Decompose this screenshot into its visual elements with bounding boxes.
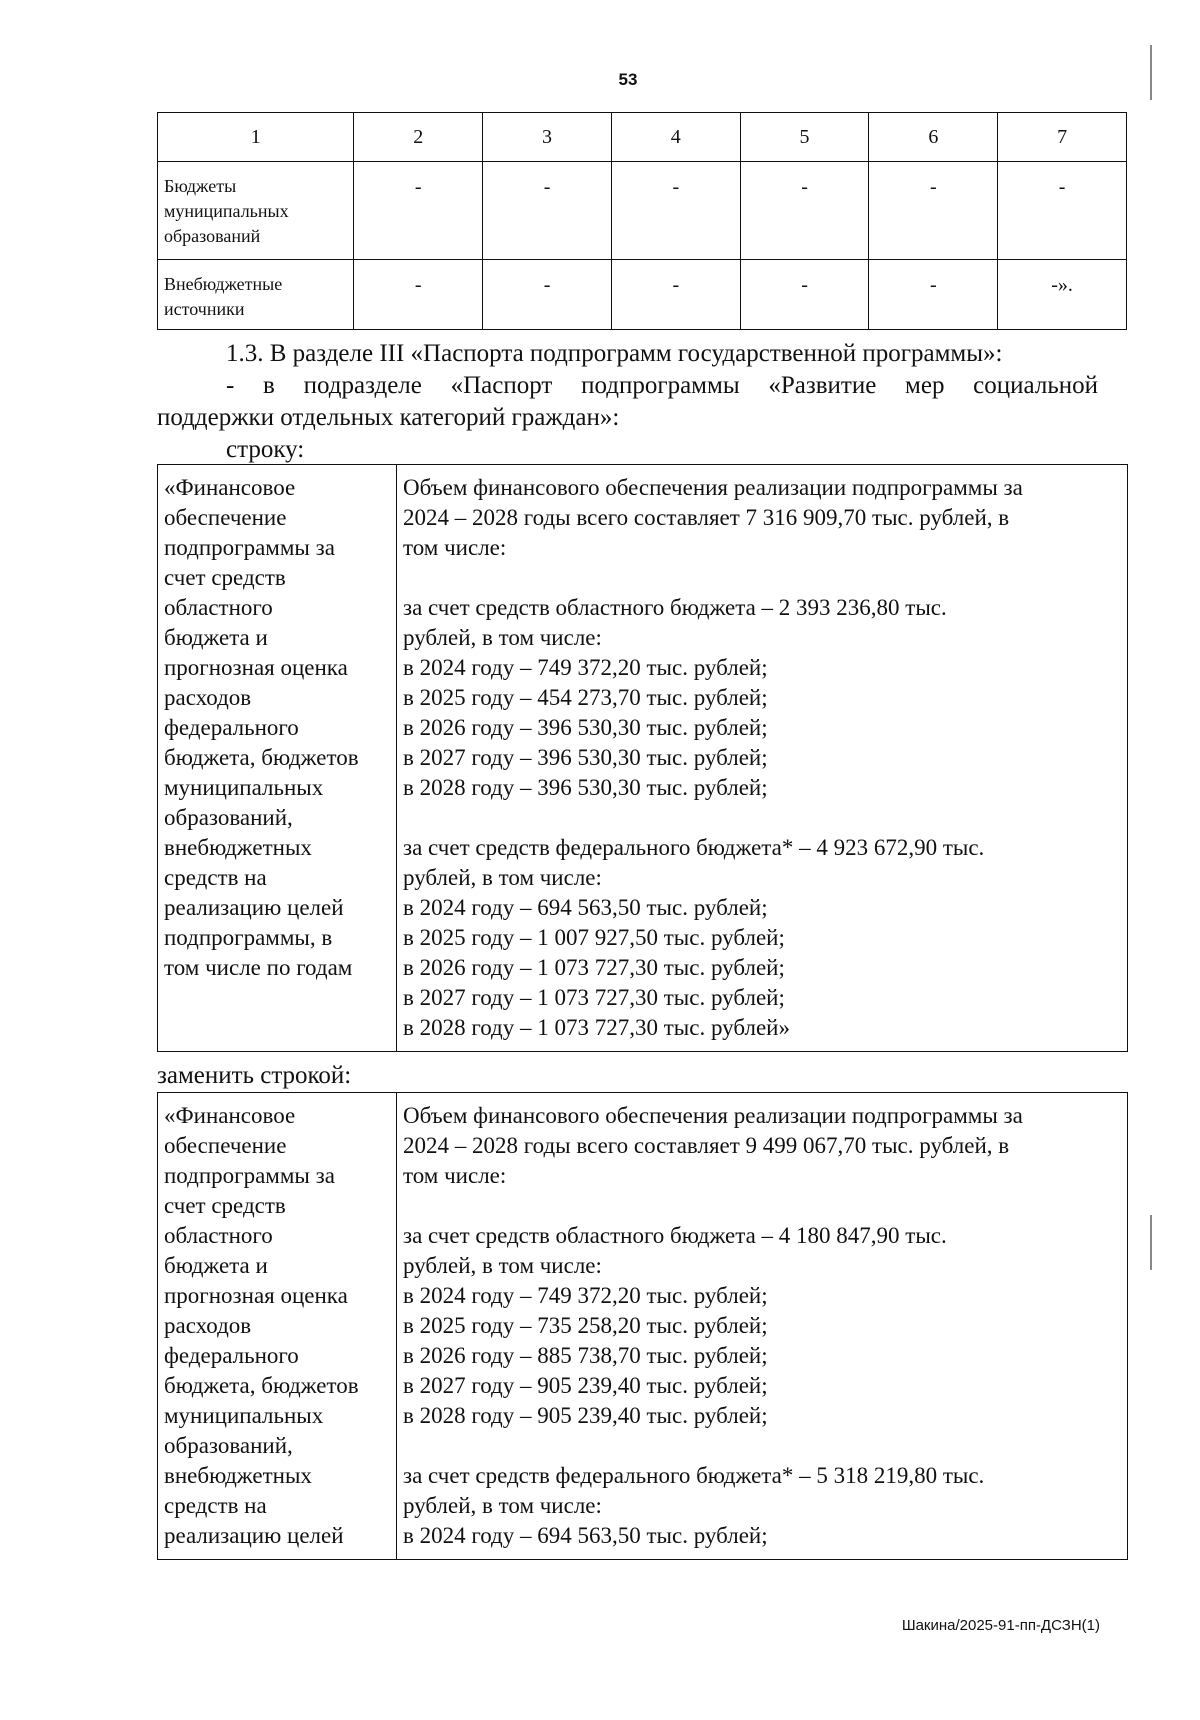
table-cell: - <box>869 162 998 260</box>
amount-line: за счет средств федерального бюджета* – 5 318 219,80 тыс. <box>403 1463 985 1488</box>
new-financing-row-table <box>157 1092 1128 1560</box>
amount-line: в 2027 году – 905 239,40 тыс. рублей; <box>403 1373 768 1398</box>
label-line: прогнозная оценка <box>164 655 348 680</box>
old-financing-row-table <box>157 464 1128 1052</box>
amount-line: в 2028 году – 905 239,40 тыс. рублей; <box>403 1403 768 1428</box>
amount-line: 2024 – 2028 годы всего составляет 9 499 067,70 тыс. рублей, в <box>403 1133 1010 1158</box>
scan-artifact <box>1150 1215 1152 1270</box>
amount-line: за счет средств областного бюджета – 2 393 236,80 тыс. <box>403 595 947 620</box>
label-line: муниципальных <box>164 1403 324 1428</box>
amount-line: рублей, в том числе: <box>403 1493 602 1518</box>
amount-line: Объем финансового обеспечения реализации подпрограммы за <box>403 475 1023 500</box>
document-footer-code: Шакина/2025-91-пп-ДСЗН(1) <box>901 1617 1100 1634</box>
amount-line: в 2025 году – 1 007 927,50 тыс. рублей; <box>403 925 785 950</box>
spacer <box>403 1431 1121 1461</box>
table-cell: - <box>483 260 612 330</box>
table-cell: - <box>483 162 612 260</box>
amount-line: за счет средств областного бюджета – 4 180 847,90 тыс. <box>403 1223 947 1248</box>
label-line: бюджета и <box>164 625 268 650</box>
amount-line: в 2027 году – 396 530,30 тыс. рублей; <box>403 745 768 770</box>
row-label <box>158 260 354 330</box>
page-number: 53 <box>618 70 638 89</box>
label-line: обеспечение <box>164 505 287 530</box>
table-cell: - <box>611 260 740 330</box>
amount-line: в 2028 году – 1 073 727,30 тыс. рублей» <box>403 1015 790 1040</box>
label-line: подпрограммы за <box>164 535 335 560</box>
label-line: подпрограммы за <box>164 1163 335 1188</box>
amount-line: в 2026 году – 396 530,30 тыс. рублей; <box>403 715 768 740</box>
subsection-line: - в подразделе «Паспорт подпрограммы «Развитие мер социальной <box>226 372 1098 399</box>
financing-label-cell <box>158 465 397 1052</box>
table-row <box>158 260 1127 330</box>
funding-sources-table <box>157 112 1127 330</box>
column-header: 7 <box>998 113 1127 162</box>
label-line: подпрограммы, в <box>164 925 333 950</box>
amount-line: в 2025 году – 454 273,70 тыс. рублей; <box>403 685 768 710</box>
amount-line: Объем финансового обеспечения реализации подпрограммы за <box>403 1103 1023 1128</box>
label-line: средств на <box>164 1493 267 1518</box>
amount-line: в 2024 году – 749 372,20 тыс. рублей; <box>403 655 768 680</box>
table-cell: - <box>869 260 998 330</box>
label-line: бюджета, бюджетов <box>164 745 359 770</box>
label-line: расходов <box>164 685 252 710</box>
label-line: расходов <box>164 1313 252 1338</box>
amount-line: за счет средств федерального бюджета* – 4 923 672,90 тыс. <box>403 835 985 860</box>
label-line: том числе по годам <box>164 955 353 980</box>
column-header: 6 <box>869 113 998 162</box>
label-line: федерального <box>164 1343 299 1368</box>
label-line: бюджета, бюджетов <box>164 1373 359 1398</box>
replace-label: заменить строкой: <box>157 1062 352 1089</box>
amount-line: в 2026 году – 885 738,70 тыс. рублей; <box>403 1343 768 1368</box>
label-line: образований, <box>164 1433 293 1458</box>
label-line: «Финансовое <box>164 475 296 500</box>
label-line: бюджета и <box>164 1253 268 1278</box>
amount-line: рублей, в том числе: <box>403 625 602 650</box>
label-line: областного <box>164 1223 273 1248</box>
row-label-text: строку: <box>226 436 305 463</box>
label-line: образований, <box>164 805 293 830</box>
spacer <box>403 1191 1121 1221</box>
column-header: 2 <box>354 113 483 162</box>
spacer <box>403 803 1121 833</box>
table-row <box>158 1093 1128 1560</box>
amount-line: в 2024 году – 749 372,20 тыс. рублей; <box>403 1283 768 1308</box>
row-label-line: образований <box>164 226 261 246</box>
subsection-line: поддержки отдельных категорий граждан»: <box>157 404 620 431</box>
table-cell: - <box>998 162 1127 260</box>
label-line: муниципальных <box>164 775 324 800</box>
amount-line: рублей, в том числе: <box>403 865 602 890</box>
amount-line: в 2026 году – 1 073 727,30 тыс. рублей; <box>403 955 785 980</box>
table-cell: - <box>611 162 740 260</box>
label-line: реализацию целей <box>164 1523 344 1548</box>
label-line: внебюджетных <box>164 1463 312 1488</box>
column-header: 5 <box>740 113 869 162</box>
row-label-line: муниципальных <box>164 201 289 221</box>
label-line: внебюджетных <box>164 835 312 860</box>
amount-line: в 2025 году – 735 258,20 тыс. рублей; <box>403 1313 768 1338</box>
label-line: реализацию целей <box>164 895 344 920</box>
table-header-row <box>158 113 1127 162</box>
amount-line: в 2028 году – 396 530,30 тыс. рублей; <box>403 775 768 800</box>
financing-label-cell <box>158 1093 397 1560</box>
label-line: прогнозная оценка <box>164 1283 348 1308</box>
label-line: «Финансовое <box>164 1103 296 1128</box>
table-cell: - <box>354 260 483 330</box>
amount-line: 2024 – 2028 годы всего составляет 7 316 909,70 тыс. рублей, в <box>403 505 1010 530</box>
label-line: средств на <box>164 865 267 890</box>
column-header: 1 <box>158 113 354 162</box>
row-label-line: Бюджеты <box>164 176 237 196</box>
label-line: областного <box>164 595 273 620</box>
amount-line: в 2024 году – 694 563,50 тыс. рублей; <box>403 895 768 920</box>
table-cell: -». <box>998 260 1127 330</box>
amount-line: в 2024 году – 694 563,50 тыс. рублей; <box>403 1523 768 1548</box>
row-label-line: источники <box>164 299 245 319</box>
amount-line: рублей, в том числе: <box>403 1253 602 1278</box>
label-line: счет средств <box>164 565 286 590</box>
table-row <box>158 162 1127 260</box>
row-label <box>158 162 354 260</box>
column-header: 3 <box>483 113 612 162</box>
section-heading: 1.3. В разделе III «Паспорта подпрограмм государственной программы»: <box>226 340 1003 367</box>
label-line: федерального <box>164 715 299 740</box>
column-header: 4 <box>611 113 740 162</box>
scan-artifact <box>1150 45 1152 100</box>
amount-line: в 2027 году – 1 073 727,30 тыс. рублей; <box>403 985 785 1010</box>
spacer <box>403 563 1121 593</box>
amount-line: том числе: <box>403 535 507 560</box>
financing-amounts-cell <box>397 1093 1128 1560</box>
financing-amounts-cell <box>397 465 1128 1052</box>
table-cell: - <box>354 162 483 260</box>
table-row <box>158 465 1128 1052</box>
table-cell: - <box>740 162 869 260</box>
amount-line: том числе: <box>403 1163 507 1188</box>
label-line: счет средств <box>164 1193 286 1218</box>
row-label-line: Внебюджетные <box>164 274 283 294</box>
label-line: обеспечение <box>164 1133 287 1158</box>
table-cell: - <box>740 260 869 330</box>
